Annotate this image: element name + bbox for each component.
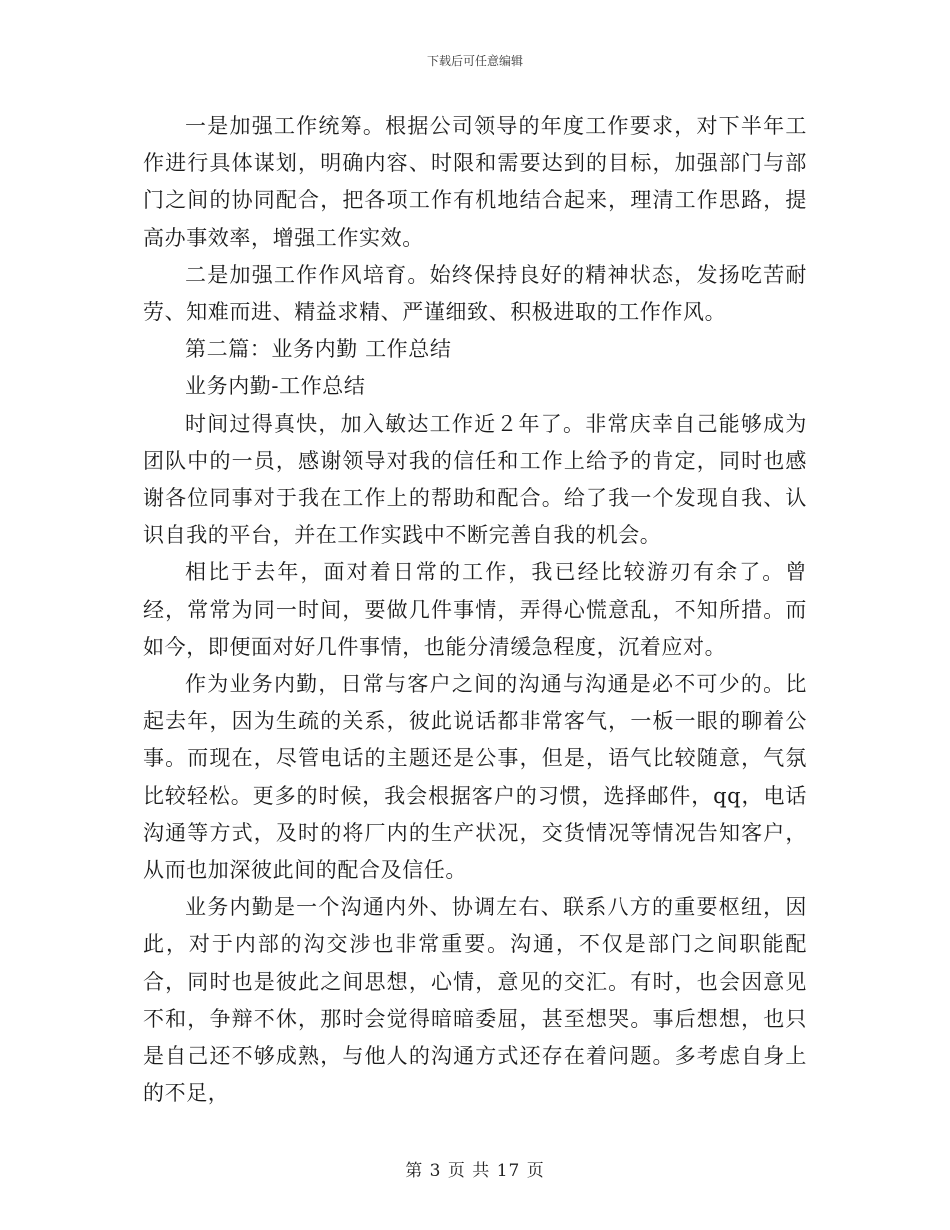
paragraph: 相比于去年，面对着日常的工作，我已经比较游刃有余了。曾经，常常为同一时间，要做几件事情，弄得心慌意乱，不知所措。而如今，即便面对好几件事情，也能分清缓急程度，沉着应对。 <box>143 560 807 659</box>
page-header-note: 下载后可任意编辑 <box>426 54 523 68</box>
document-body <box>143 108 807 1112</box>
paragraph: 一是加强工作统筹。根据公司领导的年度工作要求，对下半年工作进行具体谋划，明确内容、时限和需要达到的目标，加强部门与部门之间的协同配合，把各项工作有机地结合起来，理清工作思路，提高办事效率，增强工作实效。 <box>143 114 807 250</box>
paragraph: 作为业务内勤，日常与客户之间的沟通与沟通是必不可少的。比起去年，因为生疏的关系，彼此说话都非常客气，一板一眼的聊着公事。而现在，尽管电话的主题还是公事，但是，语气比较随意，气氛比较轻松。更多的时候，我会根据客户的习惯，选择邮件，qq，电话沟通等方式，及时的将厂内的生产状况，交货情况等情况告知客户，从而也加深彼此间的配合及信任。 <box>143 672 807 883</box>
page-number: 第 3 页 共 17 页 <box>405 1161 545 1181</box>
paragraph: 业务内勤是一个沟通内外、协调左右、联系八方的重要枢纽，因此，对于内部的沟交涉也非常重要。沟通，不仅是部门之间职能配合，同时也是彼此之间思想，心情，意见的交汇。有时，也会因意见不和，争辩不休，那时会觉得暗暗委屈，甚至想哭。事后想想，也只是自己还不够成熟，与他人的沟通方式还存在着问题。多考虑自身上的不足， <box>143 895 807 1106</box>
paragraph: 时间过得真快，加入敏达工作近２年了。非常庆幸自己能够成为团队中的一员，感谢领导对我的信任和工作上给予的肯定，同时也感谢各位同事对于我在工作上的帮助和配合。给了我一个发现自我、认识自我的平台，并在工作实践中不断完善自我的机会。 <box>143 411 807 548</box>
paragraph: 二是加强工作作风培育。始终保持良好的精神状态，发扬吃苦耐劳、知难而进、精益求精、严谨细致、积极进取的工作作风。 <box>143 262 807 325</box>
section-heading: 第二篇：业务内勤 工作总结 <box>185 337 452 362</box>
section-subheading: 业务内勤-工作总结 <box>185 374 366 399</box>
